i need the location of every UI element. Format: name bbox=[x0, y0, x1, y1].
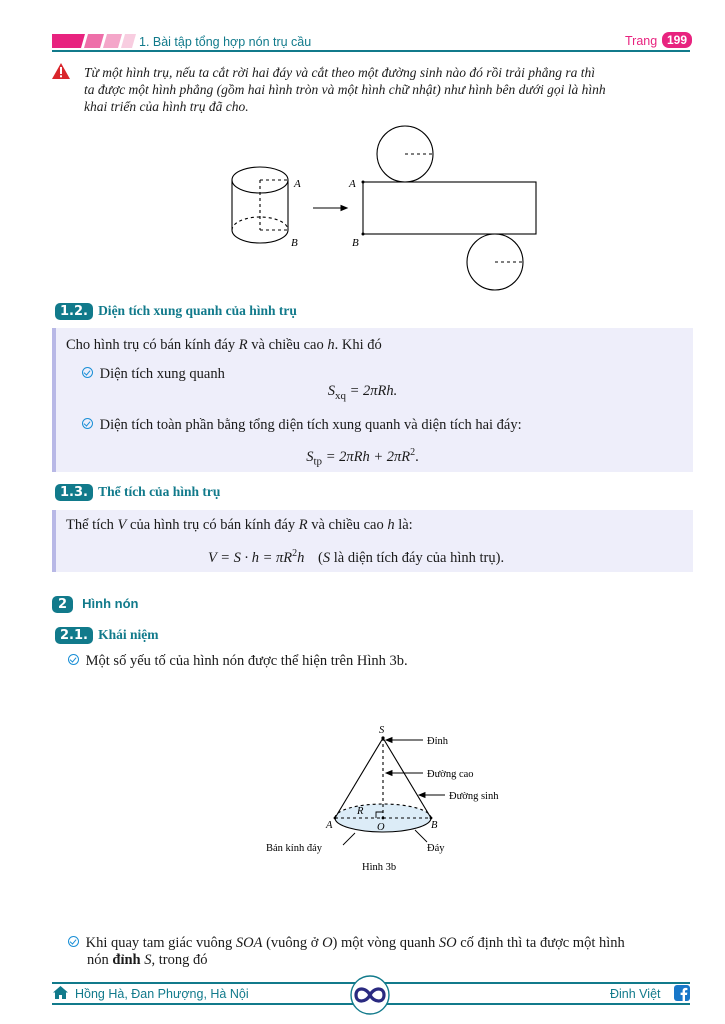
label-duong-sinh: Đường sinh bbox=[449, 791, 499, 802]
section-title: Diện tích xung quanh của hình trụ bbox=[98, 303, 297, 318]
header-rule bbox=[52, 50, 690, 52]
section-badge: 2.1. bbox=[55, 627, 93, 644]
section-title: Khái niệm bbox=[98, 627, 159, 642]
label-b1: B bbox=[291, 237, 298, 249]
label-a1: A bbox=[294, 178, 301, 190]
section-title: Thể tích của hình trụ bbox=[98, 484, 221, 499]
page-label: Trang bbox=[625, 34, 658, 48]
page-number: 199 bbox=[662, 32, 692, 48]
section-badge: 2 bbox=[52, 596, 73, 613]
warning-line-1: Từ một hình trụ, nếu ta cắt rời hai đáy và cắt theo một đường sinh nào đó rồi trải phẳng ra thì bbox=[84, 65, 596, 80]
cylinder-drawing bbox=[232, 167, 288, 243]
check-icon bbox=[82, 418, 93, 429]
section-1-2-heading bbox=[55, 300, 297, 319]
formula-lateral-area: $S_{xq} = 2\pi Rh$. bbox=[327, 383, 398, 402]
footer-author: Đinh Việt bbox=[610, 987, 661, 1001]
label-b2: B bbox=[352, 237, 359, 249]
infinity-logo-icon bbox=[345, 975, 395, 1015]
section-1-2-intro: Cho hình trụ có bán kính đáy R và chiều cao h. Khi đó bbox=[66, 337, 382, 353]
footer bbox=[0, 970, 725, 1024]
formula-total-area: $S_{tp} = 2\pi Rh + 2\pi R^2$. bbox=[306, 447, 419, 468]
warning-line-3: khai triển của hình trụ đã cho. bbox=[84, 99, 249, 114]
header bbox=[0, 0, 725, 60]
label-day: Đáy bbox=[427, 843, 445, 854]
label-r: R bbox=[357, 806, 364, 817]
header-stripes bbox=[52, 34, 136, 50]
label-s: S bbox=[379, 725, 385, 736]
cone-figure bbox=[255, 718, 525, 878]
section-2-1-heading bbox=[55, 624, 158, 643]
bullet-cone-rotation-line2: nón đỉnh S, trong đó bbox=[87, 952, 208, 968]
home-icon bbox=[53, 986, 68, 999]
section-title: Hình nón bbox=[82, 596, 139, 611]
footer-address: Hồng Hà, Đan Phượng, Hà Nội bbox=[75, 987, 249, 1001]
section-badge: 1.2. bbox=[55, 303, 93, 320]
facebook-icon[interactable] bbox=[674, 985, 690, 1001]
formula-volume: $V = S \cdot h = \pi R^2h$ (S là diện tích đáy của hình trụ). bbox=[208, 548, 505, 566]
warning-icon bbox=[52, 63, 70, 79]
chapter-title: 1. Bài tập tổng hợp nón trụ cầu bbox=[139, 35, 312, 49]
cylinder-net bbox=[363, 126, 536, 290]
label-dinh: Đỉnh bbox=[427, 736, 448, 747]
label-a: A bbox=[326, 820, 333, 831]
section-2-heading bbox=[52, 593, 138, 612]
warning-line-2: ta được một hình phẳng (gồm hai hình tròn và một hình chữ nhật) như hình bên dưới gọi là hình bbox=[84, 82, 606, 97]
label-o: O bbox=[377, 822, 385, 833]
section-badge: 1.3. bbox=[55, 484, 93, 501]
section-1-3-heading bbox=[55, 481, 220, 500]
bullet-cone-rotation: Khi quay tam giác vuông SOA (vuông ở O) một vòng quanh SO cố định thì ta được một hình bbox=[68, 934, 690, 952]
arrow-right-icon bbox=[313, 206, 347, 211]
label-ban-kinh-day: Bán kính đáy bbox=[266, 843, 322, 854]
check-icon bbox=[68, 936, 79, 947]
bullet-total-area: Diện tích toàn phần bằng tổng diện tích xung quanh và diện tích hai đáy: bbox=[82, 417, 522, 434]
bullet-lateral-area: Diện tích xung quanh bbox=[82, 366, 225, 383]
check-icon bbox=[82, 367, 93, 378]
bullet-cone-elements: Một số yếu tố của hình nón được thể hiện trên Hình 3b. bbox=[68, 653, 408, 670]
check-icon bbox=[68, 654, 79, 665]
cylinder-net-figure bbox=[225, 125, 555, 295]
label-duong-cao: Đường cao bbox=[427, 769, 474, 780]
section-1-3-intro: Thể tích V của hình trụ có bán kính đáy R và chiều cao h là: bbox=[66, 517, 413, 533]
label-a2: A bbox=[349, 178, 356, 190]
figure-caption: Hình 3b bbox=[362, 862, 397, 873]
label-b: B bbox=[431, 820, 438, 831]
